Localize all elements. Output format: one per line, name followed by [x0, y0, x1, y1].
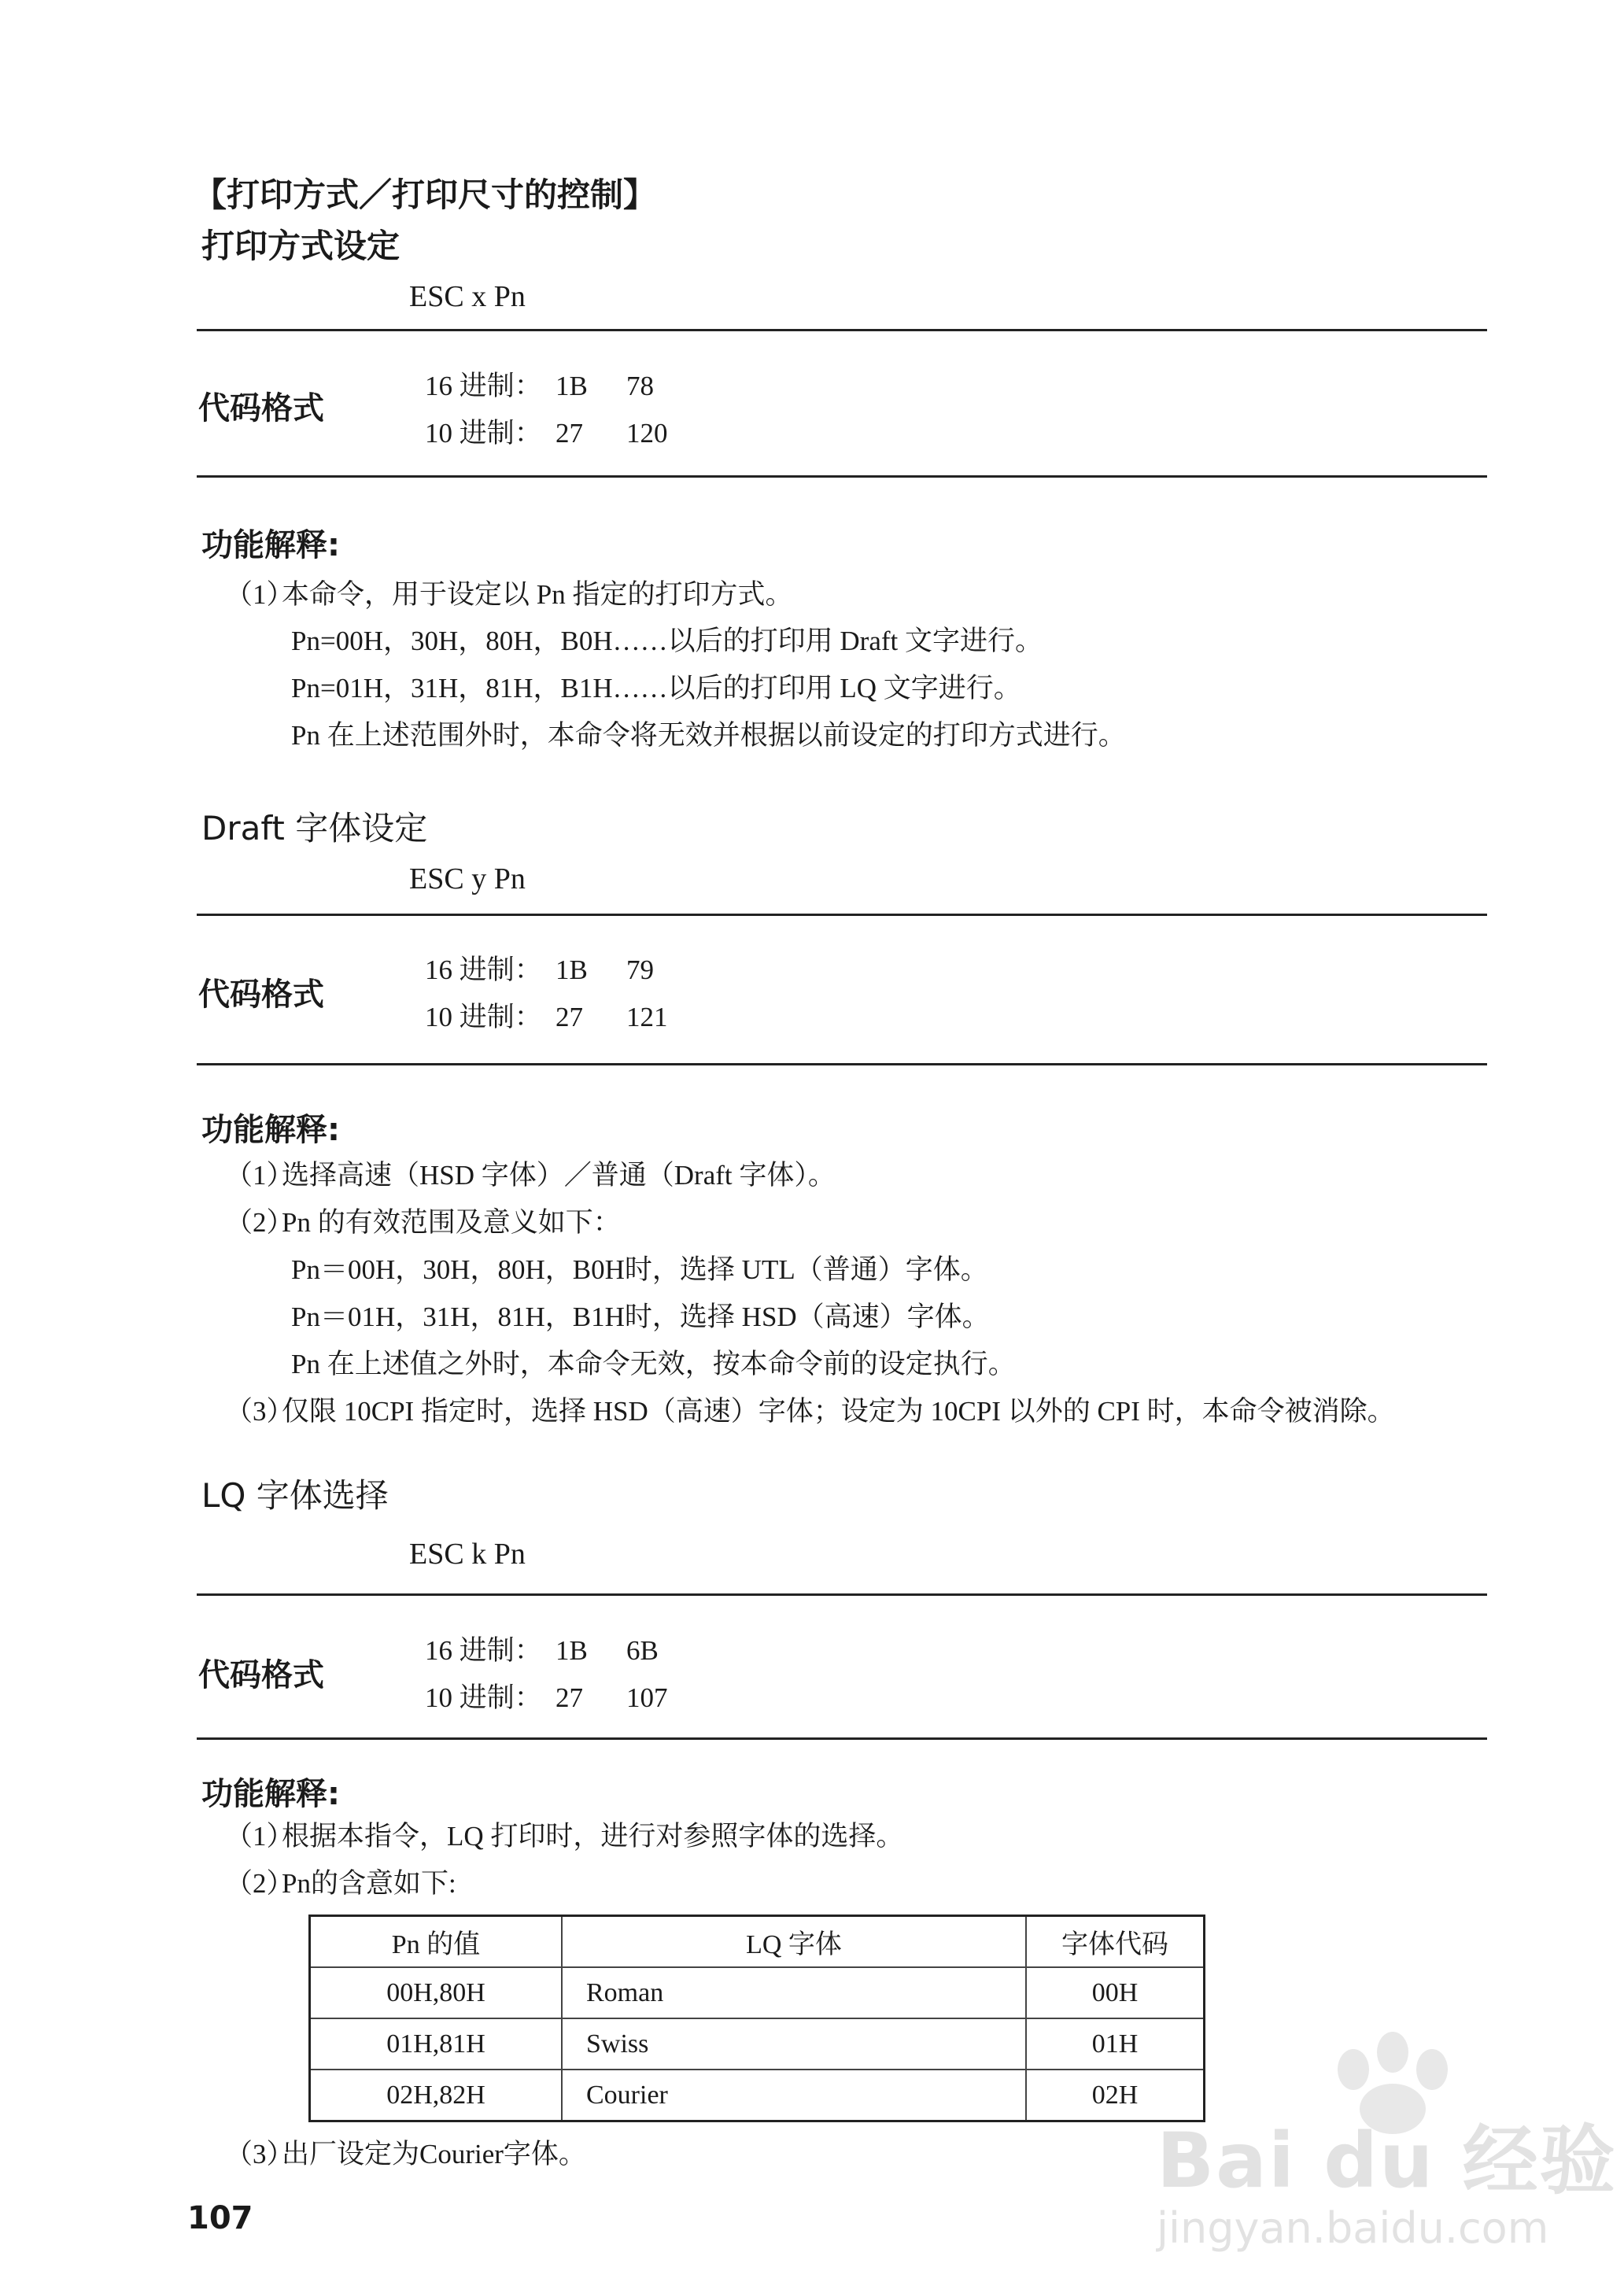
rule-top: [197, 1593, 1487, 1596]
item-text: Pn=00H，30H，80H，B0H……以后的打印用 Draft 文字进行。: [291, 626, 1043, 656]
table-header-cell: LQ 字体: [562, 1916, 1026, 1968]
list-item: [291, 1248, 988, 1287]
list-item: [225, 1862, 456, 1901]
page-number: 107: [187, 2200, 253, 2236]
item-text: Pn 在上述范围外时，本命令将无效并根据以前设定的打印方式进行。: [291, 720, 1126, 751]
item-number: （1）: [225, 1160, 294, 1191]
item-number: （2）: [225, 1868, 294, 1899]
list-item: [225, 573, 792, 612]
item-text: Pn 在上述值之外时，本命令无效，按本命令前的设定执行。: [291, 1349, 1016, 1379]
watermark-brand: Bai du 经验: [1157, 2117, 1617, 2205]
section-title: 【打印方式／打印尺寸的控制】: [194, 175, 657, 214]
rule-top: [197, 329, 1487, 331]
hex-value-2: 6B: [626, 1635, 659, 1666]
function-title: 功能解释:: [201, 1112, 340, 1148]
hex-code-line: [425, 364, 654, 404]
hex-code-line: [425, 1629, 659, 1668]
item-text: 选择高速（HSD 字体）／普通（Draft 字体）。: [282, 1160, 836, 1191]
hex-label: 16 进制：: [425, 1635, 542, 1666]
item-text: Pn=01H，31H，81H，B1H……以后的打印用 LQ 文字进行。: [291, 673, 1021, 703]
dec-label: 10 进制：: [425, 418, 542, 449]
dec-value-2: 120: [626, 418, 668, 449]
item-text: 出厂设定为Courier字体。: [282, 2139, 586, 2169]
lq-font-table: [308, 1915, 1205, 2122]
list-item: [291, 619, 1043, 659]
item-number: （3）: [225, 1396, 294, 1427]
item-number: （3）: [225, 2139, 294, 2169]
block-title-lq-font: LQ 字体选择: [201, 1476, 389, 1515]
rule-bottom: [197, 475, 1487, 478]
list-item: [291, 714, 1126, 753]
list-item: [225, 1815, 903, 1854]
dec-label: 10 进制：: [425, 1002, 542, 1032]
dec-value-2: 107: [626, 1682, 668, 1713]
watermark-url: jingyan.baidu.com: [1157, 2203, 1549, 2253]
function-title: 功能解释:: [201, 527, 340, 563]
list-item: [225, 1390, 1395, 1429]
dec-value-1: 27: [555, 418, 583, 449]
hex-label: 16 进制：: [425, 371, 542, 401]
item-text: Pn的含意如下:: [282, 1868, 456, 1899]
item-text: 本命令，用于设定以 Pn 指定的打印方式。: [282, 579, 793, 610]
dec-value-2: 121: [626, 1002, 668, 1032]
table-header-cell: 字体代码: [1026, 1916, 1205, 1968]
rule-bottom: [197, 1063, 1487, 1065]
block-title-print-mode: 打印方式设定: [201, 227, 400, 265]
code-format-label: 代码格式: [198, 390, 324, 426]
item-number: （1）: [225, 1821, 294, 1852]
list-item: [225, 2132, 586, 2172]
dec-label: 10 进制：: [425, 1682, 542, 1713]
dec-code-line: [425, 412, 668, 451]
dec-code-line: [425, 995, 668, 1035]
item-text: Pn 的有效范围及意义如下：: [282, 1207, 621, 1238]
list-item: [291, 1295, 990, 1335]
code-format-label: 代码格式: [198, 977, 324, 1013]
hex-value-2: 79: [626, 954, 654, 985]
hex-value-1: 1B: [555, 954, 588, 985]
table-cell: Courier: [562, 2070, 1026, 2121]
table-cell: Swiss: [562, 2018, 1026, 2070]
table-row: [310, 2070, 1205, 2121]
rule-top: [197, 914, 1487, 916]
item-text: 根据本指令，LQ 打印时，进行对参照字体的选择。: [282, 1821, 904, 1852]
table-row: [310, 1967, 1205, 2018]
table-cell: 01H,81H: [310, 2018, 563, 2070]
command-esc-k: ESC k Pn: [409, 1538, 526, 1571]
list-item: [291, 666, 1021, 706]
table-cell: 00H,80H: [310, 1967, 563, 2018]
dec-value-1: 27: [555, 1002, 583, 1032]
function-title: 功能解释:: [201, 1776, 340, 1812]
hex-value-1: 1B: [555, 371, 588, 401]
command-esc-y: ESC y Pn: [409, 862, 526, 895]
command-esc-x: ESC x Pn: [409, 280, 526, 313]
table-cell: 00H: [1026, 1967, 1205, 2018]
item-number: （1）: [225, 579, 294, 610]
table-row: [310, 2018, 1205, 2070]
item-text: Pn＝01H，31H，81H，B1H时，选择 HSD（高速）字体。: [291, 1302, 990, 1332]
block-title-draft-font: Draft 字体设定: [201, 809, 428, 847]
item-text: 仅限 10CPI 指定时，选择 HSD（高速）字体；设定为 10CPI 以外的 CPI 时，本命令被消除。: [282, 1396, 1395, 1427]
item-number: （2）: [225, 1207, 294, 1238]
hex-value-1: 1B: [555, 1635, 588, 1666]
hex-code-line: [425, 948, 654, 988]
list-item: [291, 1342, 1016, 1382]
hex-label: 16 进制：: [425, 954, 542, 985]
list-item: [225, 1201, 621, 1240]
table-cell: Roman: [562, 1967, 1026, 2018]
code-format-label: 代码格式: [198, 1657, 324, 1693]
dec-value-1: 27: [555, 1682, 583, 1713]
hex-value-2: 78: [626, 371, 654, 401]
item-text: Pn＝00H，30H，80H，B0H时，选择 UTL（普通）字体。: [291, 1254, 988, 1285]
table-cell: 02H: [1026, 2070, 1205, 2121]
table-header-cell: Pn 的值: [310, 1916, 563, 1968]
dec-code-line: [425, 1676, 668, 1715]
table-cell: 01H: [1026, 2018, 1205, 2070]
list-item: [225, 1154, 836, 1193]
table-header-row: [310, 1916, 1205, 1968]
rule-bottom: [197, 1737, 1487, 1740]
table-cell: 02H,82H: [310, 2070, 563, 2121]
